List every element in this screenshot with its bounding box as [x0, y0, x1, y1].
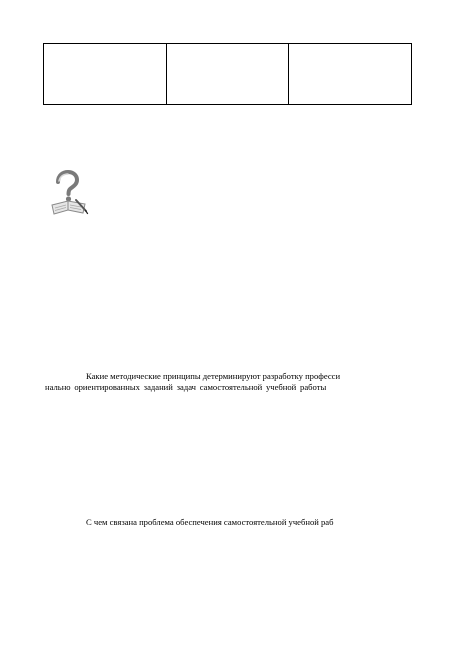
question-1-line-1: Какие методические принципы детерминируют разработку професси	[86, 371, 341, 381]
table-cell	[166, 44, 289, 105]
question-book-icon	[49, 170, 89, 218]
table-cell	[289, 44, 412, 105]
question-1-line-2: нально ориентированных заданий задач самостоятельной учебной работы	[45, 382, 327, 392]
question-2-line-1: С чем связана проблема обеспечения самостоятельной учебной раб	[86, 517, 334, 527]
empty-table	[43, 43, 412, 105]
table-row	[44, 44, 412, 105]
table-cell	[44, 44, 167, 105]
